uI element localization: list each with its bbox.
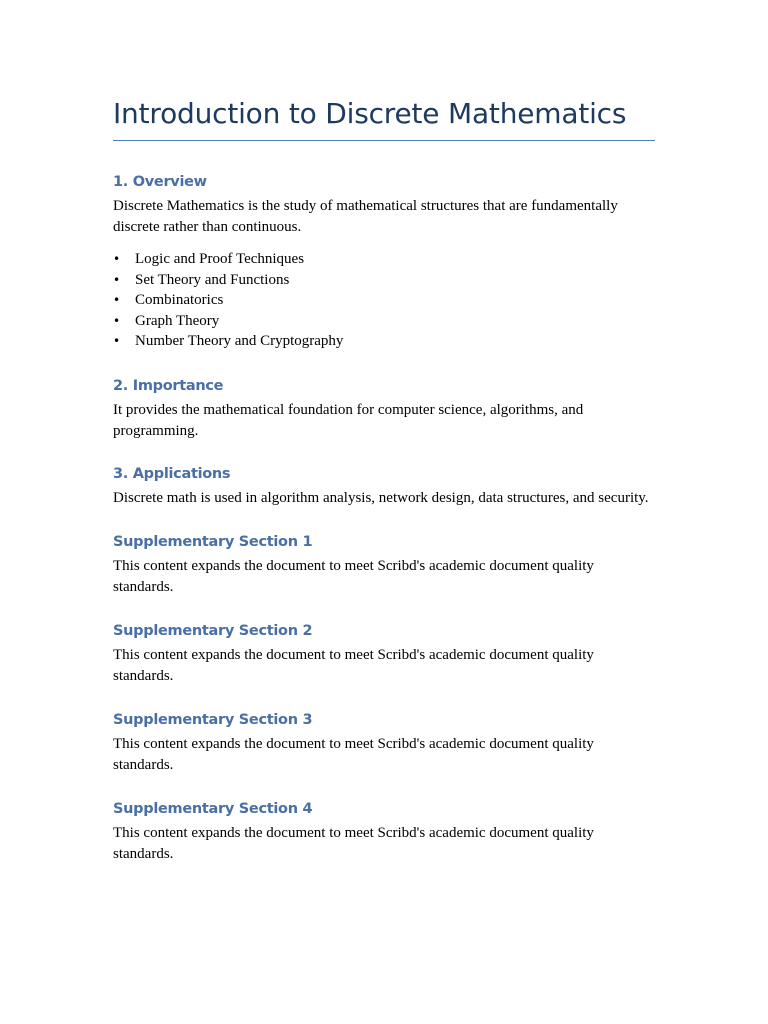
- list-item: [113, 290, 655, 311]
- list-item: [113, 331, 655, 352]
- list-item-label: Logic and Proof Techniques: [135, 251, 305, 267]
- bullet-icon: •: [113, 313, 121, 328]
- overview-heading: 1. Overview: [113, 174, 207, 190]
- supplementary-body: This content expands the document to meet Scribd's academic document quality standards.: [113, 557, 594, 595]
- supplementary-section-2: [113, 620, 655, 687]
- supplementary-section-3: [113, 709, 655, 776]
- bullet-icon: •: [113, 272, 121, 287]
- supplementary-heading: Supplementary Section 2: [113, 622, 313, 639]
- importance-section: [113, 375, 655, 442]
- document-title: Introduction to Discrete Mathematics: [113, 97, 627, 130]
- supplementary-body: This content expands the document to meet Scribd's academic document quality standards.: [113, 824, 594, 862]
- importance-body: It provides the mathematical foundation for computer science, algorithms, and programming.: [113, 401, 584, 439]
- overview-body: Discrete Mathematics is the study of mathematical structures that are fundamentally discrete rather than continuous.: [113, 198, 618, 235]
- supplementary-body: This content expands the document to meet Scribd's academic document quality standards.: [113, 735, 594, 773]
- bullet-icon: •: [113, 334, 121, 348]
- supplementary-heading: Supplementary Section 4: [113, 800, 313, 817]
- bullet-icon: •: [113, 252, 121, 266]
- list-item-label: Set Theory and Functions: [135, 271, 290, 288]
- list-item: [113, 311, 655, 332]
- applications-section: [113, 463, 655, 509]
- list-item: [113, 249, 655, 270]
- supplementary-body: This content expands the document to meet Scribd's academic document quality standards.: [113, 646, 594, 684]
- supplementary-heading: Supplementary Section 1: [113, 533, 313, 550]
- list-item-label: Graph Theory: [135, 312, 220, 329]
- supplementary-section-1: [113, 531, 655, 598]
- applications-body: Discrete math is used in algorithm analysis, network design, data structures, and security.: [113, 489, 649, 506]
- overview-section: [113, 171, 655, 352]
- supplementary-section-4: [113, 798, 655, 865]
- topics-list: [113, 249, 655, 352]
- list-item-label: Number Theory and Cryptography: [135, 333, 344, 349]
- list-item: [113, 270, 655, 291]
- title-divider: [113, 140, 655, 141]
- list-item-label: Combinatorics: [135, 292, 224, 308]
- supplementary-heading: Supplementary Section 3: [113, 711, 313, 728]
- applications-heading: 3. Applications: [113, 465, 231, 482]
- bullet-icon: •: [113, 293, 121, 307]
- document-page: [113, 92, 655, 887]
- importance-heading: 2. Importance: [113, 377, 224, 394]
